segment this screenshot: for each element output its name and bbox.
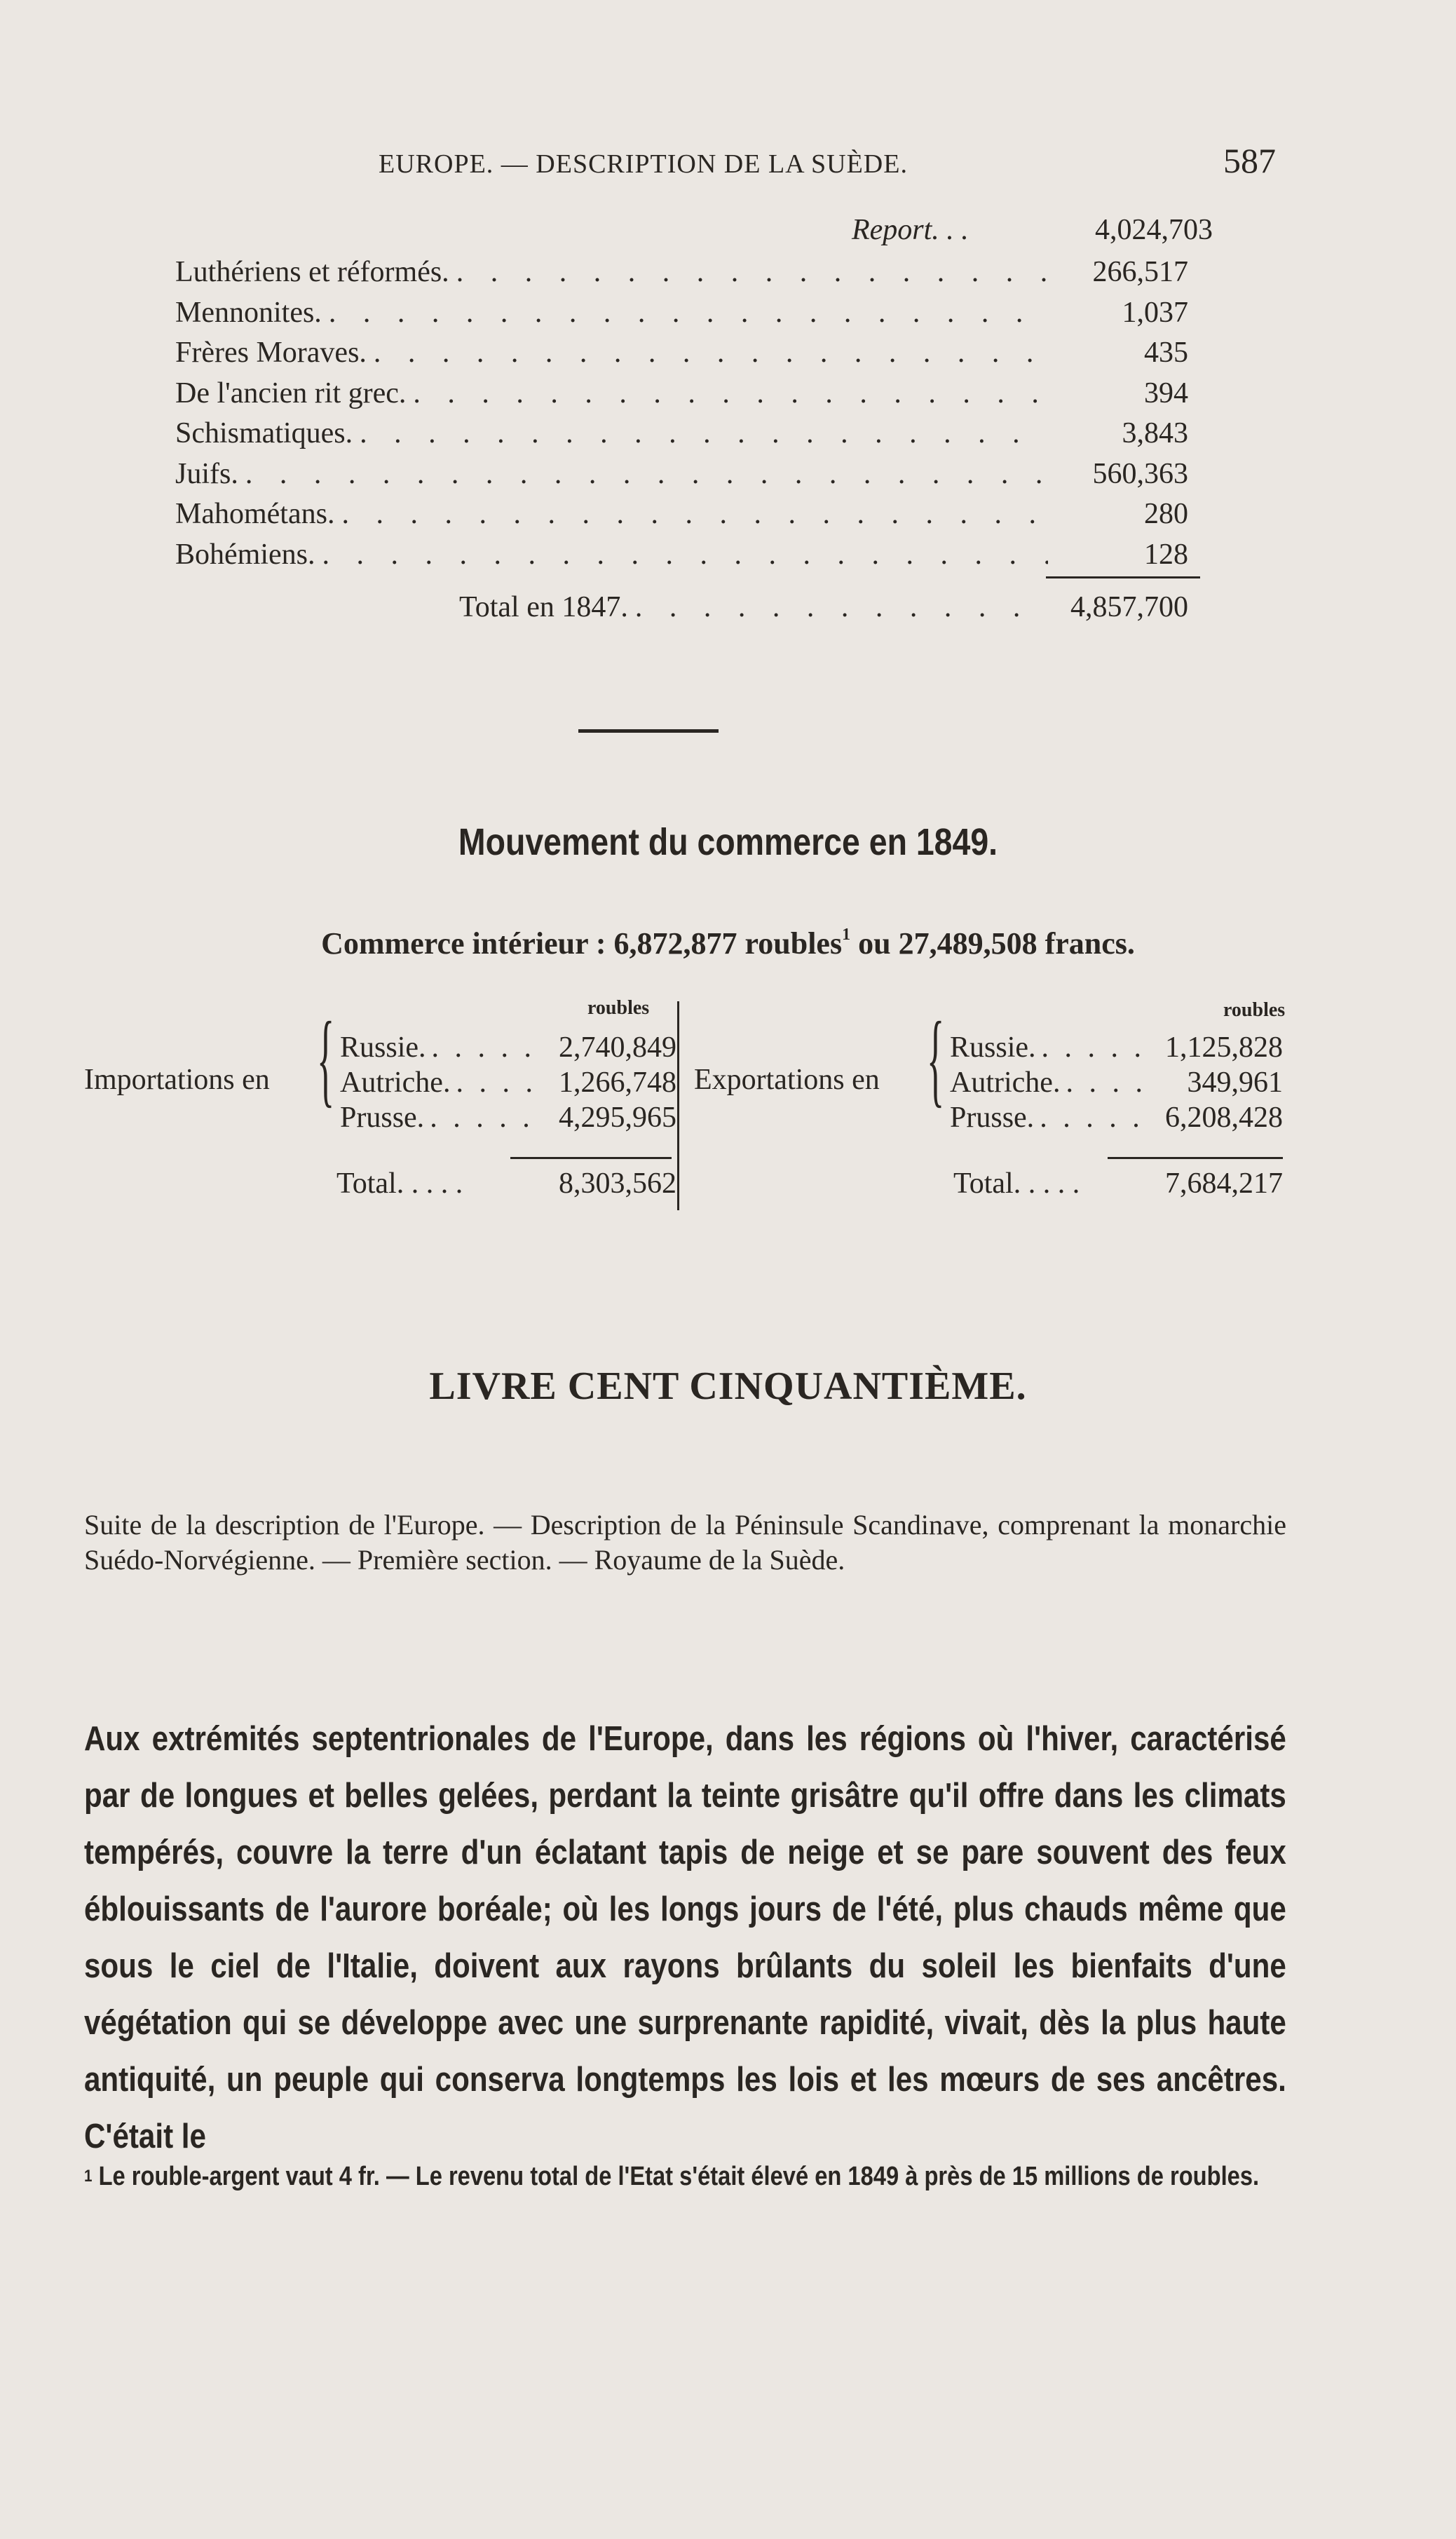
exports-total-row: [953, 1164, 1283, 1203]
running-head: EUROPE. — DESCRIPTION DE LA SUÈDE.: [379, 149, 908, 179]
page-number: 587: [1223, 141, 1276, 180]
report-row: [852, 210, 1213, 250]
leader-dots: [367, 333, 1048, 372]
import-row-value: 1,266,748: [559, 1067, 676, 1099]
export-row: [950, 1028, 1283, 1067]
leader-dots: [406, 374, 1048, 413]
import-row-value: 2,740,849: [559, 1031, 676, 1064]
interior-commerce: [0, 926, 1456, 961]
import-row-value: 4,295,965: [559, 1102, 676, 1134]
footnote-text: Le rouble-argent vaut 4 fr. — Le revenu total de l'Etat s'était élevé en 1849 à près de 15 millions de roubles.: [92, 2162, 1260, 2191]
religion-row: [175, 454, 1188, 494]
religion-row: [175, 494, 1188, 534]
religion-row-label: Mennonites.: [175, 296, 322, 329]
column-divider: [677, 1001, 679, 1210]
religion-row: [175, 333, 1188, 372]
religion-row-label: Schismatiques.: [175, 417, 353, 449]
exports-sum-rule: [1108, 1157, 1283, 1159]
leader-dots: [315, 535, 1048, 574]
total-label: Total en 1847.: [459, 591, 628, 623]
report-value: 4,024,703: [1095, 214, 1213, 246]
religion-row: [175, 293, 1188, 332]
report-label: Report. . .: [852, 214, 969, 246]
leader-dots: [628, 588, 1048, 627]
religion-row-value: 560,363: [1092, 457, 1188, 490]
leader-dots: [1036, 1028, 1143, 1067]
religion-row-value: 394: [1144, 377, 1188, 409]
imports-total-row: [336, 1164, 676, 1203]
religion-row-value: 1,037: [1122, 296, 1188, 329]
leader-dots: [353, 414, 1048, 453]
religion-row-value: 128: [1144, 538, 1188, 571]
leader-dots: [450, 1063, 536, 1102]
total-row: [459, 588, 1188, 627]
interior-tail: ou 27,489,508 francs.: [850, 926, 1135, 961]
exports-total-label: Total. . . . .: [953, 1167, 1080, 1200]
leader-dots: [426, 1028, 536, 1067]
religion-row-label: Juifs.: [175, 457, 238, 490]
imports-sum-rule: [510, 1157, 672, 1159]
chapter-summary: Suite de la description de l'Europe. — Description de la Péninsule Scandinave, comprenant la monarchie Suédo-Norvégienne. — Première section. — Royaume de la Suède.: [84, 1509, 1286, 1576]
leader-dots: [1034, 1098, 1143, 1137]
export-row-label: Prusse.: [950, 1102, 1035, 1134]
imports-total-value: 8,303,562: [559, 1167, 676, 1200]
religion-row-label: Luthériens et réformés.: [175, 256, 449, 288]
export-row: [950, 1098, 1283, 1137]
book-title: LIVRE CENT CINQUANTIÈME.: [429, 1365, 1027, 1408]
imports-brace: {: [317, 1001, 335, 1117]
interior-text: Commerce intérieur : 6,872,877 roubles: [321, 926, 843, 961]
leader-dots: [322, 293, 1048, 332]
religion-row-value: 435: [1144, 337, 1188, 369]
religion-row: [175, 252, 1188, 292]
leader-dots: [1060, 1063, 1143, 1102]
leader-dots: [334, 494, 1048, 534]
sum-rule: [1046, 576, 1200, 578]
religion-row: [175, 535, 1188, 574]
section-divider: [578, 729, 719, 733]
footnote: [84, 2160, 1286, 2193]
import-row-label: Russie.: [340, 1031, 426, 1064]
import-row: [340, 1098, 676, 1137]
imports-label: Importations en: [84, 1064, 270, 1096]
imports-total-label: Total. . . . .: [336, 1167, 463, 1200]
export-row-label: Autriche.: [950, 1067, 1061, 1099]
religion-row: [175, 414, 1188, 453]
leader-dots: [424, 1098, 536, 1137]
religion-row-label: De l'ancien rit grec.: [175, 377, 407, 409]
import-row-label: Prusse.: [340, 1102, 425, 1134]
footnote-ref: 1: [842, 926, 851, 944]
commerce-title: Mouvement du commerce en 1849.: [458, 821, 998, 863]
body-paragraph: Aux extrémités septentrionales de l'Europe, dans les régions où l'hiver, caractérisé par de longues et belles gelées, perdant la teinte grisâtre qu'il offre dans les climats tempérés, couvre la terre d'un éclatant tapis de neige et se pare souvent des feux éblouissants de l'aurore boréale; où les longs jours de l'été, plus chauds même que sous le ciel de l'Italie, doivent aux rayons brûlants du soleil les bienfaits d'une végétation qui se développe avec une surprenante rapidité, vivait, dès la plus haute antiquité, un peuple qui conserva longtemps les lois et les mœurs de ses ancêtres. C'était le: [84, 1720, 1286, 2155]
religion-row: [175, 374, 1188, 413]
exports-unit: roubles: [1223, 999, 1286, 1021]
export-row-label: Russie.: [950, 1031, 1036, 1064]
exports-total-value: 7,684,217: [1165, 1167, 1283, 1200]
religion-row-label: Frères Moraves.: [175, 337, 367, 369]
export-row: [950, 1063, 1283, 1102]
export-row-value: 1,125,828: [1165, 1031, 1283, 1064]
import-row-label: Autriche.: [340, 1067, 451, 1099]
leader-dots: [238, 454, 1048, 494]
religion-row-label: Bohémiens.: [175, 538, 315, 571]
imports-unit: roubles: [587, 997, 650, 1019]
total-value: 4,857,700: [1070, 591, 1188, 623]
import-row: [340, 1028, 676, 1067]
footnote-mark: 1: [84, 2167, 93, 2186]
exports-label: Exportations en: [694, 1064, 880, 1096]
exports-brace: {: [927, 1001, 945, 1117]
religion-row-value: 266,517: [1092, 256, 1188, 288]
religion-row-label: Mahométans.: [175, 498, 335, 530]
import-row: [340, 1063, 676, 1102]
export-row-value: 6,208,428: [1165, 1102, 1283, 1134]
leader-dots: [449, 252, 1048, 292]
religion-row-value: 280: [1144, 498, 1188, 530]
religion-row-value: 3,843: [1122, 417, 1188, 449]
export-row-value: 349,961: [1187, 1067, 1283, 1099]
